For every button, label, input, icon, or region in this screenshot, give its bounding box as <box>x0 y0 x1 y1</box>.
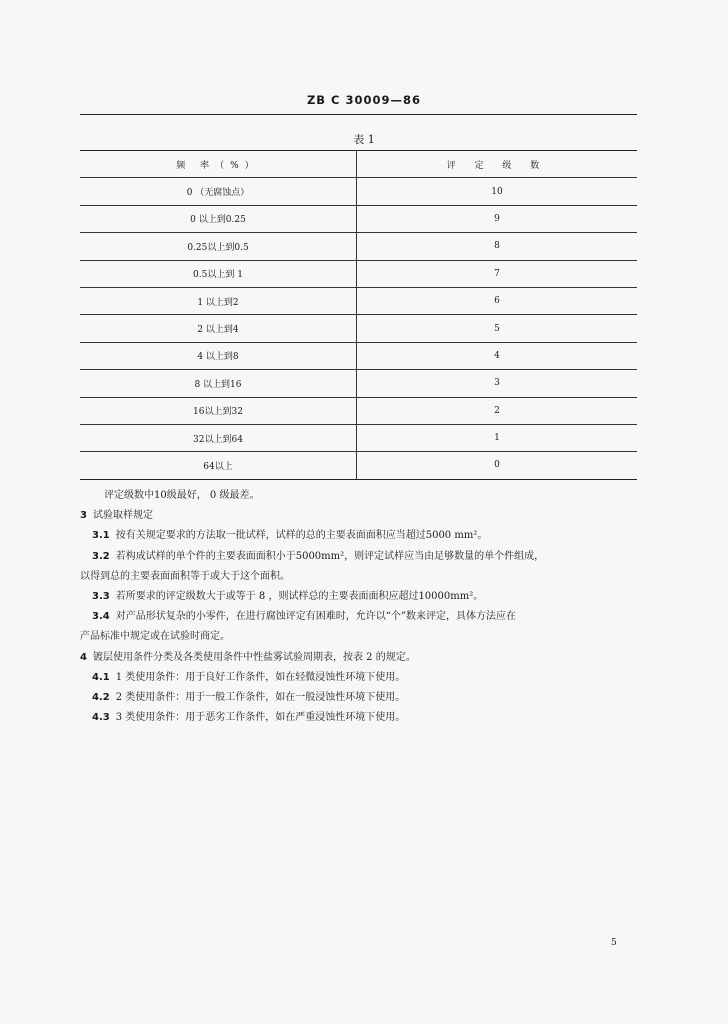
rating-cell: 10 <box>357 178 638 205</box>
table-row <box>80 452 637 479</box>
table-row <box>80 397 637 424</box>
paragraph-text: 对产品形状复杂的小零件，在进行腐蚀评定有困难时，允许以“个”数来评定，具体方法应在 <box>115 611 516 623</box>
paragraph-text: 若所要求的评定级数大于或等于 8 ，则试样总的主要表面面积应超过10000mm²。 <box>115 591 484 603</box>
section-number: 4 <box>80 651 87 663</box>
paragraph-line <box>80 668 640 688</box>
paragraph-line <box>80 708 640 728</box>
rating-cell: 7 <box>357 260 638 287</box>
table-row <box>80 424 637 451</box>
paragraph-text: 以得到总的主要表面面积等于或大于这个面积。 <box>80 570 290 582</box>
paragraph-text: 评定级数中10级最好， 0 级最差。 <box>104 490 260 501</box>
rating-cell: 2 <box>357 397 638 424</box>
table-row <box>80 260 637 287</box>
frequency-cell: 32以上到64 <box>80 424 357 451</box>
rating-cell: 5 <box>357 315 638 342</box>
paragraph-line <box>80 567 640 587</box>
page-number: 5 <box>611 938 617 948</box>
table-caption: 表 1 <box>353 133 375 146</box>
rating-cell: 1 <box>357 424 638 451</box>
frequency-cell: 1 以上到2 <box>80 287 357 314</box>
paragraph-line <box>80 526 640 546</box>
paragraph-text: 产品标准中规定或在试验时商定。 <box>80 631 230 643</box>
paragraph-text: 3 类使用条件：用于恶劣工作条件，如在严重浸蚀性环境下使用。 <box>115 712 406 724</box>
rating-cell: 9 <box>357 205 638 232</box>
table-row <box>80 287 637 314</box>
header-rule <box>80 114 637 115</box>
standard-code-header: ZB C 30009—86 <box>306 93 422 107</box>
table-row <box>80 370 637 397</box>
table-row <box>80 233 637 260</box>
paragraph-line <box>80 506 640 526</box>
paragraph-text: 若构成试样的单个件的主要表面面积小于5000mm²，则评定试样应当由足够数量的单个件组成， <box>115 550 545 562</box>
paragraph-line <box>80 607 640 627</box>
section-number: 3.4 <box>92 611 110 623</box>
paragraph-text: 按有关规定要求的方法取一批试样，试样的总的主要表面面积应当超过5000 mm²。 <box>115 530 488 542</box>
table-header-row <box>80 151 637 178</box>
paragraph-text: 1 类使用条件：用于良好工作条件，如在轻微浸蚀性环境下使用。 <box>115 671 406 683</box>
section-number: 3.1 <box>92 530 110 542</box>
frequency-cell: 4 以上到8 <box>80 342 357 369</box>
frequency-cell: 0.5以上到 1 <box>80 260 357 287</box>
rating-cell: 6 <box>357 287 638 314</box>
table-body <box>80 178 637 479</box>
section-number: 3.3 <box>92 591 110 603</box>
section-number: 4.2 <box>92 692 110 704</box>
section-number: 3 <box>80 510 87 522</box>
section-number: 3.2 <box>92 550 110 562</box>
rating-cell: 4 <box>357 342 638 369</box>
paragraph-line <box>80 688 640 708</box>
rating-cell: 0 <box>357 452 638 479</box>
table-row <box>80 205 637 232</box>
paragraph-line <box>80 648 640 668</box>
paragraph-line <box>80 547 640 567</box>
paragraph-line <box>80 486 640 506</box>
frequency-cell: 0.25以上到0.5 <box>80 233 357 260</box>
table-row <box>80 178 637 205</box>
paragraph-text: 镀层使用条件分类及各类使用条件中性盐雾试验周期表，按表 2 的规定。 <box>92 651 416 663</box>
paragraph-text: 2 类使用条件：用于一般工作条件，如在一般浸蚀性环境下使用。 <box>115 692 406 704</box>
frequency-cell: 8 以上到16 <box>80 370 357 397</box>
frequency-cell: 64以上 <box>80 452 357 479</box>
paragraph-line <box>80 587 640 607</box>
frequency-cell: 16以上到32 <box>80 397 357 424</box>
corrosion-rating-table <box>80 150 637 480</box>
rating-cell: 3 <box>357 370 638 397</box>
section-number: 4.3 <box>92 712 110 724</box>
paragraph-text: 试验取样规定 <box>92 510 153 522</box>
table-row <box>80 342 637 369</box>
frequency-cell: 0 以上到0.25 <box>80 205 357 232</box>
rating-cell: 8 <box>357 233 638 260</box>
column-header-rating: 评 定 级 数 <box>357 151 638 178</box>
section-number: 4.1 <box>92 671 110 683</box>
paragraph-line <box>80 627 640 647</box>
frequency-cell: 0 （无腐蚀点） <box>80 178 357 205</box>
table-row <box>80 315 637 342</box>
frequency-cell: 2 以上到4 <box>80 315 357 342</box>
column-header-frequency: 频 率（%） <box>80 151 357 178</box>
body-text <box>80 486 640 728</box>
